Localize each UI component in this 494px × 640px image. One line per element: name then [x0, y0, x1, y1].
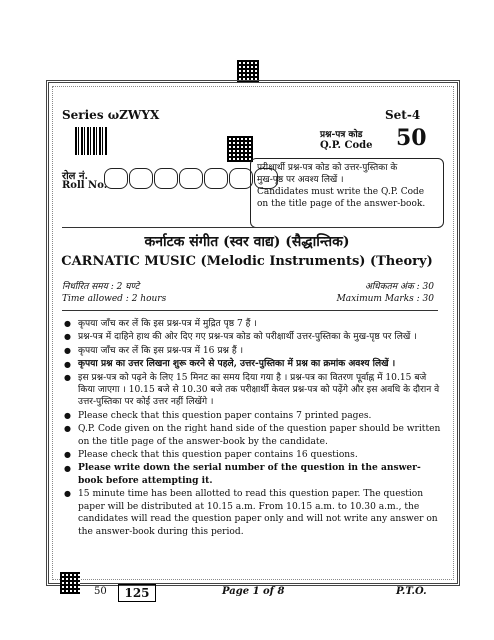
roll-digit-box[interactable] — [179, 168, 203, 189]
divider — [62, 310, 438, 311]
instruction-item: ● Please write down the serial number of the question in the answer-book before attempting it. — [62, 462, 442, 487]
set-label: Set-4 — [385, 108, 421, 122]
roll-label-hindi: रोल नं. — [62, 171, 88, 182]
time-allowed-hindi: निर्धारित समय : 2 घण्टे — [62, 282, 140, 292]
note-hindi-line: परीक्षार्थी प्रश्न-पत्र कोड को उत्तर-पुस्तिका के — [257, 163, 398, 173]
footer-code-box: 125 — [118, 584, 156, 602]
note-hindi-line: मुख-पृष्ठ पर अवश्य लिखें । — [257, 175, 344, 185]
roll-digit-box[interactable] — [204, 168, 228, 189]
time-allowed-english: Time allowed : 2 hours — [62, 294, 167, 304]
roll-digit-box[interactable] — [104, 168, 128, 189]
instruction-item: ● इस प्रश्न-पत्र को पढ़ने के लिए 15 मिनट का समय दिया गया है । प्रश्न-पत्र का वितरण पूर्वाह्न में 10.15 बजे किया जाएगा । 10.15 बजे से 10.30 बजे तक परीक्षार्थी केवल प्रश्न-पत्र को पढ़ेंगे और इस अवधि के दौरान वे उत्तर-पुस्तिका पर कोई उत्तर नहीं लिखेंगे । — [62, 372, 442, 409]
instruction-item: ● प्रश्न-पत्र में दाहिने हाथ की ओर दिए गए प्रश्न-पत्र कोड को परीक्षार्थी उत्तर-पुस्तिका के मुख-पृष्ठ पर लिखें । — [62, 331, 442, 343]
note-english-line: on the title page of the answer-book. — [257, 199, 426, 209]
barcode-icon — [75, 127, 107, 155]
series-label: Series ωZWYX — [62, 108, 160, 122]
roll-digit-box[interactable] — [129, 168, 153, 189]
title-english: CARNATIC MUSIC (Melodic Instruments) (Theory) — [61, 254, 433, 269]
instruction-item: ● 15 minute time has been allotted to read this question paper. The question paper will be distributed at 10.15 a.m. From 10.15 a.m. to 10.30 a.m., the candidates will read the question paper only and will not write any answer on the answer-book during this period. — [62, 488, 442, 538]
title-hindi: कर्नाटक संगीत (स्वर वाद्य) (सैद्धान्तिक) — [144, 234, 350, 250]
qp-code-value: 50 — [396, 125, 427, 151]
instructions-list — [62, 318, 442, 539]
roll-digit-box[interactable] — [154, 168, 178, 189]
pto-label: P.T.O. — [396, 586, 427, 597]
instruction-item: ● Please check that this question paper contains 16 questions. — [62, 449, 442, 461]
max-marks-english: Maximum Marks : 30 — [336, 294, 434, 304]
page-number: Page 1 of 8 — [222, 586, 285, 597]
note-english-line: Candidates must write the Q.P. Code — [257, 187, 425, 197]
footer-code: 50 — [94, 586, 107, 597]
max-marks-hindi: अधिकतम अंक : 30 — [364, 282, 434, 292]
instruction-item: ● कृपया जाँच कर लें कि इस प्रश्न-पत्र में मुद्रित पृष्ठ 7 हैं । — [62, 318, 442, 330]
qp-code-note-box — [250, 158, 444, 228]
instruction-item: ● Please check that this question paper contains 7 printed pages. — [62, 410, 442, 422]
qr-code-icon — [227, 136, 253, 162]
divider — [62, 227, 438, 228]
instruction-item: ● Q.P. Code given on the right hand side of the question paper should be written on the title page of the answer-book by the candidate. — [62, 423, 442, 448]
instruction-item: ● कृपया जाँच कर लें कि इस प्रश्न-पत्र में 16 प्रश्न हैं । — [62, 345, 442, 357]
instruction-item: ● कृपया प्रश्न का उत्तर लिखना शुरू करने से पहले, उत्तर-पुस्तिका में प्रश्न का क्रमांक अवश्य लिखें । — [62, 358, 442, 370]
roll-label-english: Roll No. — [62, 180, 108, 191]
qr-code-icon — [237, 60, 259, 82]
qp-code-label-hindi: प्रश्न-पत्र कोड — [320, 130, 363, 140]
qp-code-label-english: Q.P. Code — [320, 140, 373, 151]
qr-code-icon — [60, 572, 80, 594]
